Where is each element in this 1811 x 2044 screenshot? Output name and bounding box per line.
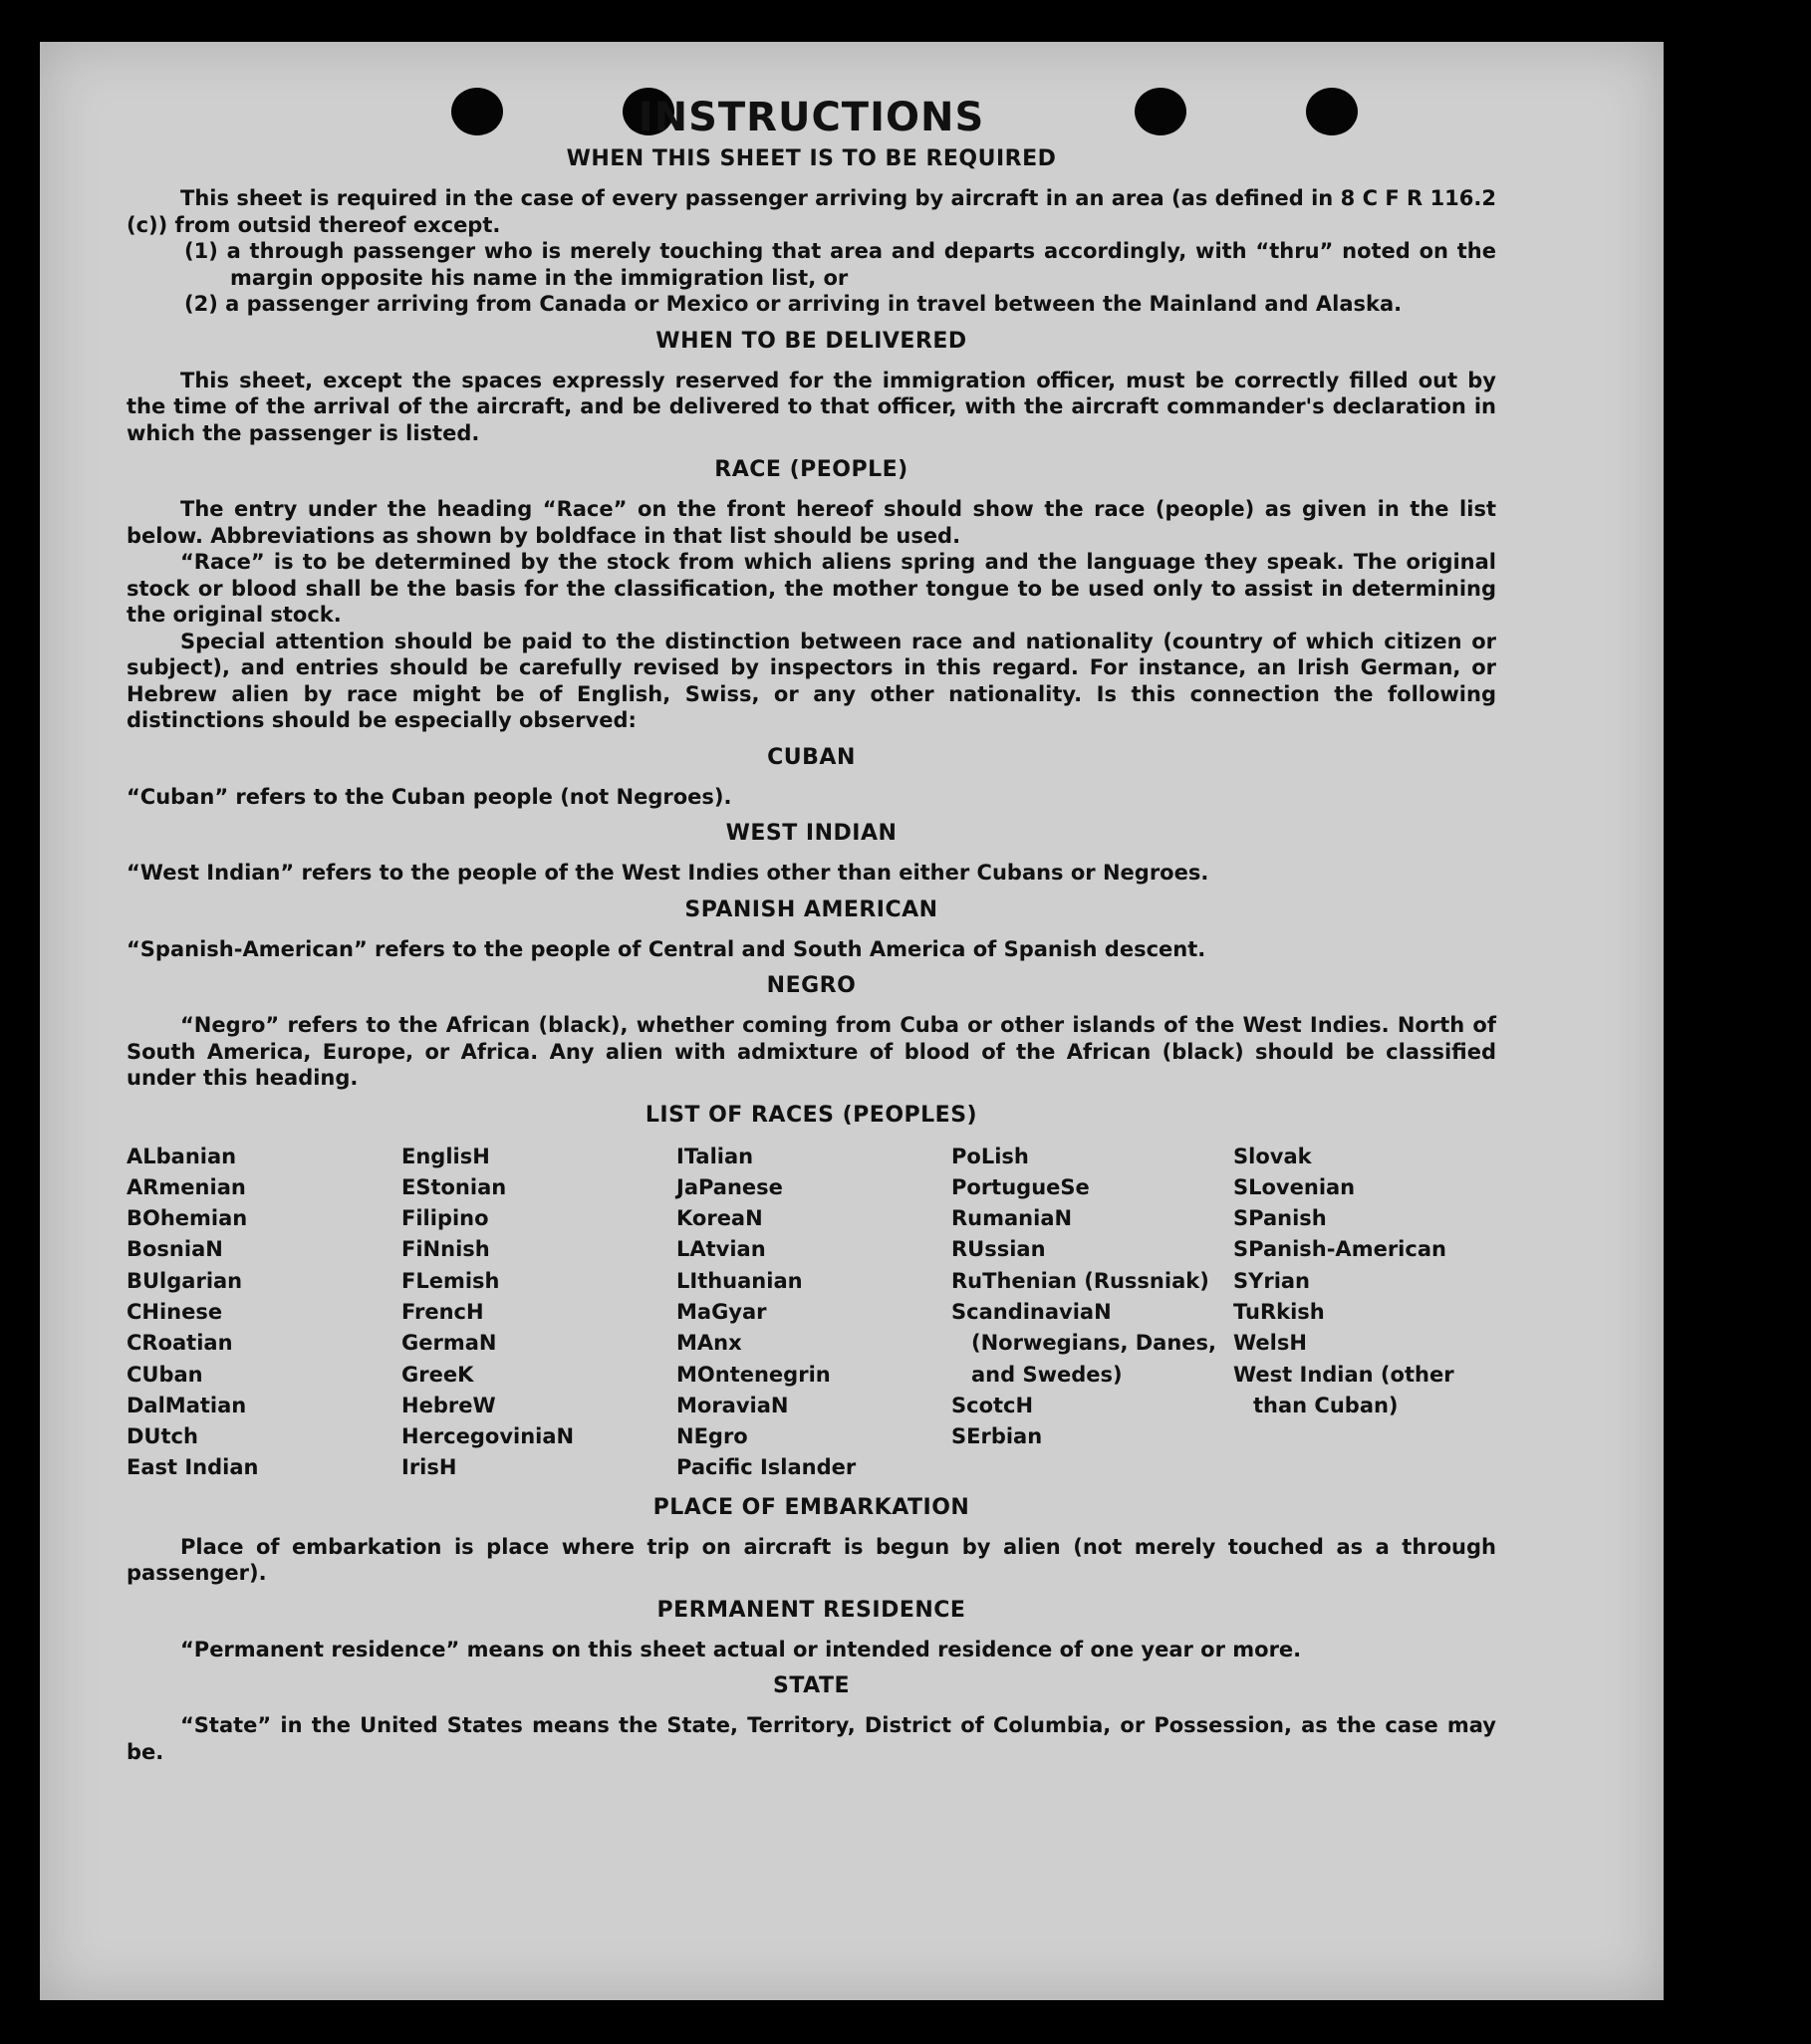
paragraph-cuban: “Cuban” refers to the Cuban people (not Negroes). bbox=[127, 784, 732, 809]
race-item: TuRkish bbox=[1233, 1299, 1325, 1324]
races-list bbox=[127, 1142, 1496, 1484]
list-item: (2) a passenger arriving from Canada or Mexico or arriving in travel between the Mainland and Alaska. bbox=[184, 292, 1403, 316]
race-item: CRoatian bbox=[127, 1331, 233, 1356]
races-column bbox=[1233, 1142, 1496, 1484]
heading-negro: NEGRO bbox=[766, 973, 857, 998]
races-column bbox=[401, 1142, 676, 1484]
paragraph-race: Special attention should be paid to the distinction between race and nationality (country of which citizen or subject), and entries should be carefully revised by inspectors in this regard. For instance, an Irish German, or Hebrew alien by race might be of English, Swiss, or any other nationality. Is this connection the following distinctions should be especially observed: bbox=[127, 629, 1496, 732]
paragraph-state: “State” in the United States means the State, Territory, District of Columbia, or Possession, as the case may be. bbox=[127, 1713, 1496, 1764]
race-item: BosniaN bbox=[127, 1237, 223, 1262]
races-column bbox=[951, 1142, 1233, 1484]
race-item: MoraviaN bbox=[676, 1393, 789, 1417]
race-item: EStonian bbox=[401, 1174, 507, 1199]
race-item: HercegoviniaN bbox=[401, 1424, 575, 1449]
race-item: CUban bbox=[127, 1362, 203, 1387]
paragraph-when-required: This sheet is required in the case of every passenger arriving by aircraft in an area (as defined in 8 C F R 116.2 (c)) from outsid thereof except. bbox=[127, 186, 1496, 237]
paragraph-race: The entry under the heading “Race” on the front hereof should show the race (people) as given in the list below. Abbreviations as shown by boldface in that list should be used. bbox=[127, 497, 1496, 548]
heading-race: RACE (PEOPLE) bbox=[714, 457, 908, 482]
race-item: RumaniaN bbox=[951, 1206, 1073, 1231]
race-item: Slovak bbox=[1233, 1144, 1312, 1168]
heading-list-of-races: LIST OF RACES (PEOPLES) bbox=[645, 1102, 978, 1128]
race-item: Pacific Islander bbox=[676, 1455, 857, 1480]
race-item: MOntenegrin bbox=[676, 1362, 831, 1387]
heading-when-required: WHEN THIS SHEET IS TO BE REQUIRED bbox=[566, 146, 1057, 171]
race-item: BUlgarian bbox=[127, 1268, 243, 1293]
heading-permanent-residence: PERMANENT RESIDENCE bbox=[656, 1597, 966, 1623]
races-column bbox=[127, 1142, 401, 1484]
race-item: BOhemian bbox=[127, 1206, 248, 1231]
race-item: KoreaN bbox=[676, 1206, 763, 1231]
paragraph-permanent-residence: “Permanent residence” means on this sheet actual or intended residence of one year or more. bbox=[180, 1637, 1302, 1661]
race-item: GermaN bbox=[401, 1331, 497, 1356]
heading-cuban: CUBAN bbox=[767, 744, 856, 770]
race-item: SYrian bbox=[1233, 1268, 1311, 1293]
document-title: INSTRUCTIONS bbox=[638, 95, 985, 140]
race-item: JaPanese bbox=[676, 1174, 783, 1199]
race-item: GreeK bbox=[401, 1362, 474, 1387]
race-item: SLovenian bbox=[1233, 1174, 1356, 1199]
heading-spanish-american: SPANISH AMERICAN bbox=[684, 896, 938, 922]
race-item: FLemish bbox=[401, 1268, 500, 1293]
race-item: NEgro bbox=[676, 1424, 748, 1449]
races-column bbox=[676, 1142, 951, 1484]
paragraph-when-delivered: This sheet, except the spaces expressly reserved for the immigration officer, must be correctly filled out by the time of the arrival of the aircraft, and be delivered to that officer, with the aircraft commander's declaration in which the passenger is listed. bbox=[127, 368, 1496, 445]
race-item: East Indian bbox=[127, 1455, 259, 1480]
race-item: SPanish-American bbox=[1233, 1237, 1446, 1262]
race-item: DUtch bbox=[127, 1424, 198, 1449]
race-item: FrencH bbox=[401, 1299, 484, 1324]
race-item: FiNnish bbox=[401, 1237, 490, 1262]
list-item: (1) a through passenger who is merely touching that area and departs accordingly, with “thru” noted on the margin opposite his name in the immigration list, or bbox=[184, 239, 1496, 290]
heading-when-delivered: WHEN TO BE DELIVERED bbox=[655, 328, 967, 354]
heading-place-of-embarkation: PLACE OF EMBARKATION bbox=[652, 1494, 970, 1520]
race-item: EnglisH bbox=[401, 1144, 490, 1168]
race-item: CHinese bbox=[127, 1299, 223, 1324]
paragraph-west-indian: “West Indian” refers to the people of the West Indies other than either Cubans or Negroes. bbox=[127, 861, 1209, 885]
race-item: MAnx bbox=[676, 1331, 742, 1356]
paragraph-spanish-american: “Spanish-American” refers to the people of Central and South America of Spanish descent. bbox=[127, 936, 1206, 961]
race-item: ALbanian bbox=[127, 1144, 237, 1168]
document-content bbox=[127, 96, 1496, 1765]
race-item: DalMatian bbox=[127, 1393, 247, 1417]
race-item: SPanish bbox=[1233, 1206, 1327, 1231]
race-item: WelsH bbox=[1233, 1331, 1307, 1356]
race-item: LIthuanian bbox=[676, 1268, 803, 1293]
race-item: ScotcH bbox=[951, 1393, 1034, 1417]
paragraph-negro: “Negro” refers to the African (black), whether coming from Cuba or other islands of the West Indies. North of South America, Europe, or Africa. Any alien with admixture of blood of the African (black) should be classified under this heading. bbox=[127, 1013, 1496, 1090]
race-item: PoLish bbox=[951, 1144, 1029, 1168]
race-item: LAtvian bbox=[676, 1237, 766, 1262]
race-item: RuThenian (Russniak) bbox=[951, 1268, 1209, 1293]
race-item: Filipino bbox=[401, 1206, 489, 1231]
race-item: SErbian bbox=[951, 1424, 1043, 1449]
race-item: PortugueSe bbox=[951, 1174, 1090, 1199]
race-item: IrisH bbox=[401, 1455, 457, 1480]
paragraph-place-of-embarkation: Place of embarkation is place where trip on aircraft is begun by alien (not merely touched as a through passenger). bbox=[127, 1534, 1496, 1586]
heading-state: STATE bbox=[773, 1673, 850, 1699]
race-item: HebreW bbox=[401, 1393, 496, 1417]
race-item: RUssian bbox=[951, 1237, 1046, 1262]
heading-west-indian: WEST INDIAN bbox=[725, 821, 898, 846]
paragraph-race: “Race” is to be determined by the stock from which aliens spring and the language they speak. The original stock or blood shall be the basis for the classification, the mother tongue to be used only to assist in determining the original stock. bbox=[127, 550, 1496, 627]
race-item: ITalian bbox=[676, 1144, 754, 1168]
race-item: MaGyar bbox=[676, 1299, 767, 1324]
race-item: West Indian (other than Cuban) bbox=[1233, 1362, 1454, 1417]
race-item: ScandinaviaN (Norwegians, Danes, and Swedes) bbox=[951, 1299, 1217, 1387]
race-item: ARmenian bbox=[127, 1174, 246, 1199]
